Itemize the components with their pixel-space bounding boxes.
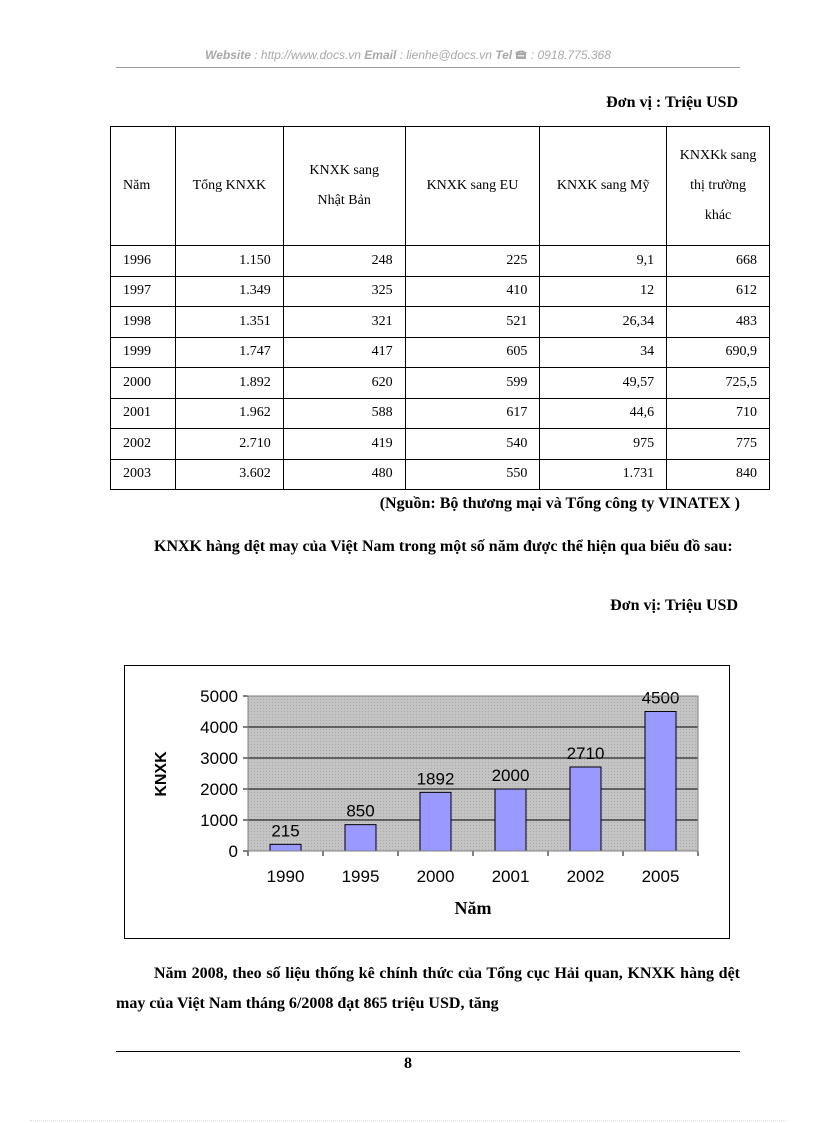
table-cell: 1.962 [175, 398, 283, 429]
data-label-2002: 2710 [566, 743, 605, 763]
table-cell: 483 [667, 307, 770, 338]
bar-2002 [570, 767, 601, 851]
y-tick-label: 0 [228, 842, 238, 861]
table-cell: 1.747 [175, 337, 283, 368]
x-tick-label: 2000 [416, 867, 455, 886]
y-tick-label: 5000 [200, 687, 238, 706]
table-row [111, 337, 770, 368]
data-label-1995: 850 [346, 801, 375, 821]
email-value: : lienhe@docs.vn [396, 48, 496, 62]
unit-label-table: Đơn vị : Triệu USD [606, 94, 738, 111]
table-cell: 2000 [111, 368, 176, 399]
table-cell: 225 [405, 246, 540, 277]
table-cell: 617 [405, 398, 540, 429]
data-label-2001: 2000 [491, 766, 530, 785]
table-cell: 1.731 [540, 459, 667, 490]
col-header-us: KNXK sang Mỹ [540, 127, 667, 246]
y-tick-label: 3000 [200, 749, 238, 768]
table-cell: 605 [405, 337, 540, 368]
table-cell: 550 [405, 459, 540, 490]
table-row [111, 459, 770, 490]
plot-area [248, 696, 698, 851]
table-cell: 1.349 [175, 276, 283, 307]
y-axis-title: KNXK [153, 751, 170, 797]
x-tick-label: 2005 [641, 867, 680, 886]
phone-icon [515, 49, 527, 60]
table-cell: 419 [283, 429, 405, 460]
bar-1995 [345, 825, 376, 851]
table-cell: 9,1 [540, 246, 667, 277]
bar-2005 [645, 712, 676, 852]
page-bottom-border [30, 1120, 786, 1121]
table-cell: 1996 [111, 246, 176, 277]
unit-label-chart: Đơn vị: Triệu USD [610, 597, 738, 614]
table-cell: 975 [540, 429, 667, 460]
data-label-2000: 1892 [416, 769, 455, 789]
page-header [0, 48, 816, 62]
table-cell: 840 [667, 459, 770, 490]
table-row [111, 429, 770, 460]
table-cell: 321 [283, 307, 405, 338]
bar-chart [125, 666, 729, 938]
table-cell: 620 [283, 368, 405, 399]
website-label: Website [205, 48, 251, 62]
data-label-2005: 4500 [641, 688, 680, 708]
y-tick-label: 4000 [200, 718, 238, 737]
tel-value: : 0918.775.368 [527, 48, 611, 62]
table-cell: 588 [283, 398, 405, 429]
table-cell: 1.892 [175, 368, 283, 399]
bar-2000 [420, 792, 451, 851]
page-number: 8 [404, 1055, 412, 1072]
table-cell: 599 [405, 368, 540, 399]
email-label: Email [364, 48, 397, 62]
table-cell: 26,34 [540, 307, 667, 338]
table-cell: 540 [405, 429, 540, 460]
table-cell: 612 [667, 276, 770, 307]
table-cell: 710 [667, 398, 770, 429]
col-header-total: Tổng KNXK [175, 127, 283, 246]
table-cell: 34 [540, 337, 667, 368]
table-row [111, 276, 770, 307]
table-source-note: (Nguồn: Bộ thương mại và Tổng công ty VINATEX ) [379, 495, 740, 512]
col-header-other: KNXKk sang thị trường khác [667, 127, 770, 246]
table-row [111, 368, 770, 399]
website-value: : http://www.docs.vn [250, 48, 365, 62]
table-cell: 1.351 [175, 307, 283, 338]
table-cell: 2002 [111, 429, 176, 460]
data-label-1990: 215 [271, 821, 300, 841]
table-cell: 668 [667, 246, 770, 277]
header-divider [116, 67, 740, 68]
table-cell: 248 [283, 246, 405, 277]
tel-label: Tel [495, 48, 513, 62]
chart-frame [124, 665, 730, 939]
x-tick-label: 2002 [566, 867, 605, 886]
table-cell: 12 [540, 276, 667, 307]
table-cell: 725,5 [667, 368, 770, 399]
table-cell: 690,9 [667, 337, 770, 368]
export-table [110, 126, 770, 490]
y-tick-label: 2000 [200, 780, 238, 799]
col-header-year: Năm [111, 127, 176, 246]
paragraph-intro: KNXK hàng dệt may của Việt Nam trong một số năm được thể hiện qua biểu đồ sau: [154, 538, 733, 555]
col-header-japan: KNXK sang Nhật Bản [283, 127, 405, 246]
footer-divider [116, 1051, 740, 1052]
table-cell: 325 [283, 276, 405, 307]
x-tick-label: 1990 [266, 867, 305, 886]
x-tick-label: 1995 [341, 867, 380, 886]
table-cell: 410 [405, 276, 540, 307]
table-cell: 2001 [111, 398, 176, 429]
table-cell: 44,6 [540, 398, 667, 429]
bar-1990 [270, 844, 301, 851]
paragraph-2008: Năm 2008, theo số liệu thống kê chính thức của Tổng cục Hải quan, KNXK hàng dệt may của Việt Nam tháng 6/2008 đạt 865 triệu USD, tăng [116, 965, 740, 1012]
table-cell: 2.710 [175, 429, 283, 460]
table-header-row [111, 127, 770, 246]
table-row [111, 246, 770, 277]
y-tick-label: 1000 [200, 811, 238, 830]
table-cell: 417 [283, 337, 405, 368]
table-cell: 521 [405, 307, 540, 338]
table-cell: 775 [667, 429, 770, 460]
table-cell: 480 [283, 459, 405, 490]
table-cell: 1999 [111, 337, 176, 368]
col-header-eu: KNXK sang EU [405, 127, 540, 246]
x-axis-title: Năm [454, 898, 492, 918]
table-row [111, 398, 770, 429]
x-tick-label: 2001 [491, 867, 530, 886]
bar-2001 [495, 789, 526, 851]
table-cell: 1998 [111, 307, 176, 338]
table-cell: 1997 [111, 276, 176, 307]
table-cell: 1.150 [175, 246, 283, 277]
table-cell: 2003 [111, 459, 176, 490]
table-cell: 3.602 [175, 459, 283, 490]
table-cell: 49,57 [540, 368, 667, 399]
table-row [111, 307, 770, 338]
